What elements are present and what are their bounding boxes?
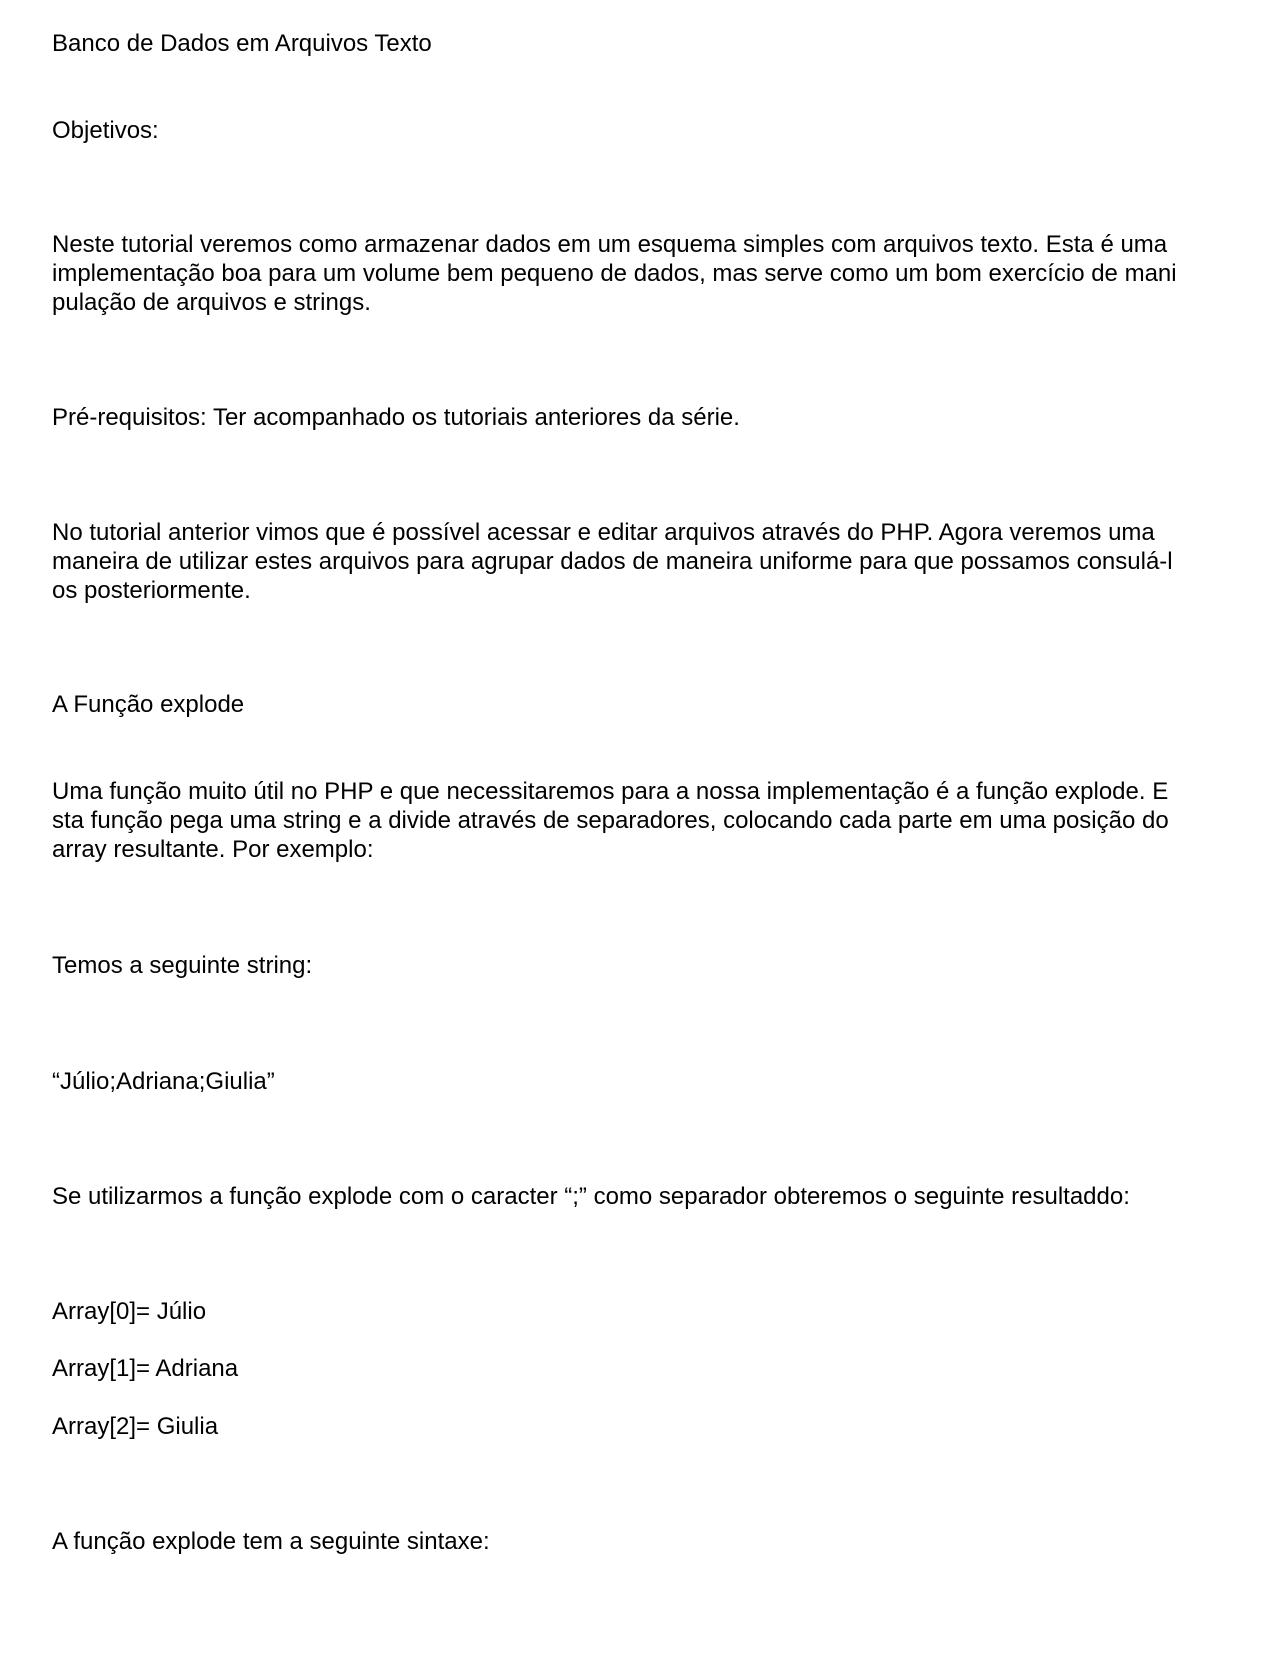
array-result-item: Array[0]= Júlio — [52, 1298, 207, 1325]
previous-paragraph-line: No tutorial anterior vimos que é possível acessar e editar arquivos através do PHP. Agora veremos uma — [52, 519, 1155, 546]
previous-tutorial-paragraph — [52, 518, 1173, 605]
explode-paragraph-line: array resultante. Por exemplo: — [52, 836, 374, 863]
explode-paragraph-line: Uma função muito útil no PHP e que necessitaremos para a nossa implementação é a função explode. E — [52, 778, 1169, 805]
syntax-intro: A função explode tem a seguinte sintaxe: — [52, 1528, 490, 1555]
array-result-item: Array[2]= Giulia — [52, 1413, 219, 1440]
explode-paragraph — [52, 777, 1169, 864]
previous-paragraph-line: maneira de utilizar estes arquivos para agrupar dados de maneira uniforme para que possamos consulá-l — [52, 548, 1173, 575]
array-result-item: Array[1]= Adriana — [52, 1355, 239, 1382]
intro-paragraph-line: Neste tutorial veremos como armazenar dados em um esquema simples com arquivos texto. Esta é uma — [52, 231, 1168, 258]
prerequisites-text: Pré-requisitos: Ter acompanhado os tutoriais anteriores da série. — [52, 404, 740, 431]
section-heading: A Função explode — [52, 691, 245, 718]
document-title: Banco de Dados em Arquivos Texto — [52, 30, 432, 57]
string-intro: Temos a seguinte string: — [52, 952, 313, 979]
intro-paragraph-line: implementação boa para um volume bem pequeno de dados, mas serve como um bom exercício de mani — [52, 260, 1177, 287]
intro-paragraph — [52, 230, 1177, 317]
objetivos-heading: Objetivos: — [52, 117, 159, 144]
previous-paragraph-line: os posteriormente. — [52, 577, 251, 604]
explode-paragraph-line: sta função pega uma string e a divide através de separadores, colocando cada parte em uma posição do — [52, 807, 1169, 834]
example-string: “Júlio;Adriana;Giulia” — [52, 1068, 275, 1095]
separator-sentence: Se utilizarmos a função explode com o caracter “;” como separador obteremos o seguinte resultaddo: — [52, 1183, 1130, 1210]
intro-paragraph-line: pulação de arquivos e strings. — [52, 289, 371, 316]
